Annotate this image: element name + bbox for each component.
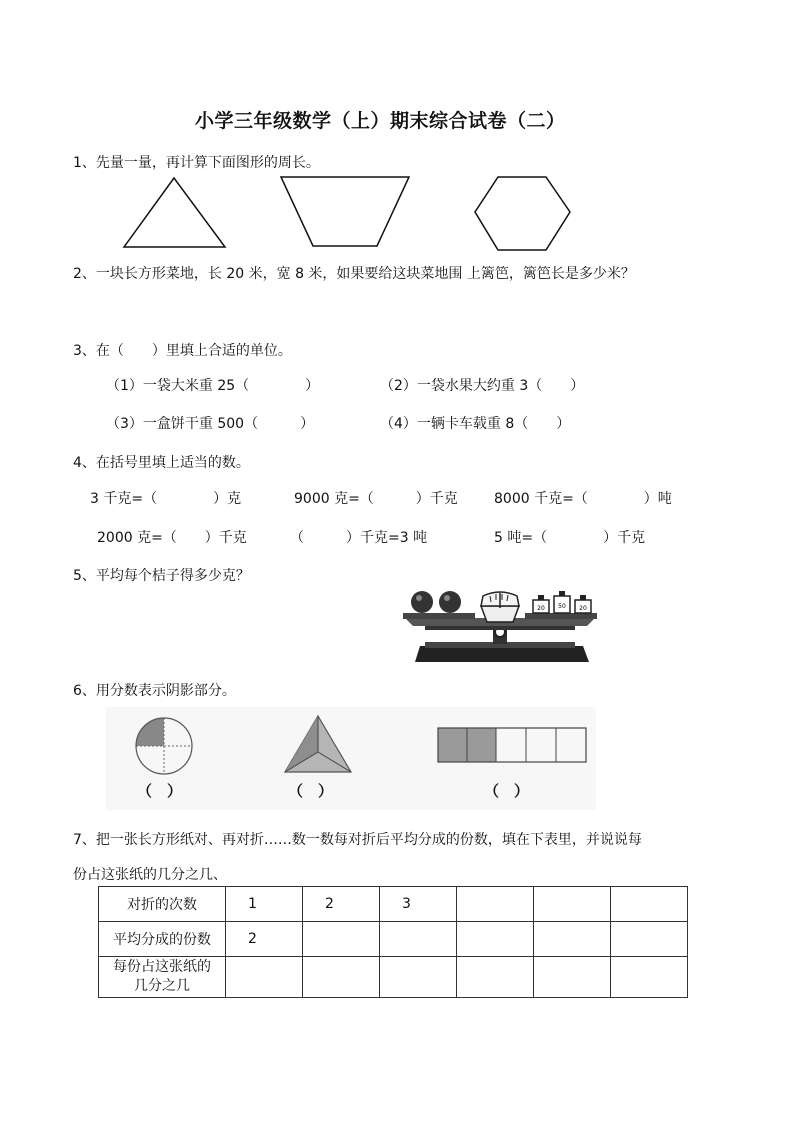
question-1: 1、先量一量，再计算下面图形的周长。 (73, 155, 320, 171)
fraction-blank-2[interactable]: （ ） (288, 782, 334, 800)
weight-3-label: 20 (579, 605, 587, 612)
q4-item-2: 9000 克=（ ）千克 (294, 491, 458, 507)
q4-item-1: 3 千克=（ ）克 (90, 491, 242, 507)
row-header-fold-count: 对折的次数 (99, 887, 226, 922)
question-7-line-1: 7、把一张长方形纸对、再对折……数一数每对折后平均分成的份数，填在下表里，并说说每 (73, 832, 642, 848)
question-5: 5、平均每个桔子得多少克？ (73, 568, 250, 584)
table-cell[interactable]: 1 (226, 887, 303, 922)
table-cell[interactable] (226, 957, 303, 998)
weight-1-label: 20 (537, 605, 545, 612)
q4-item-6: 5 吨=（ ）千克 (494, 530, 646, 546)
q3-item-3: （3）一盒饼干重 500（ ） (106, 416, 315, 432)
table-cell[interactable]: 2 (303, 887, 380, 922)
question-2: 2、一块长方形菜地，长 20 米，宽 8 米，如果要给这块菜地围 上篱笆，篱笆长是多少米？ (73, 266, 635, 282)
row-header-fraction: 每份占这张纸的 几分之几 (99, 957, 226, 998)
table-cell[interactable] (303, 922, 380, 957)
table-cell[interactable] (457, 887, 534, 922)
table-cell[interactable] (303, 957, 380, 998)
question-3: 3、在（ ）里填上合适的单位。 (73, 343, 292, 359)
row-header-parts: 平均分成的份数 (99, 922, 226, 957)
question-4: 4、在括号里填上适当的数。 (73, 455, 250, 471)
table-cell[interactable] (611, 922, 688, 957)
table-cell[interactable] (534, 922, 611, 957)
table-cell[interactable]: 3 (380, 887, 457, 922)
table-cell[interactable] (457, 957, 534, 998)
table-cell[interactable] (457, 922, 534, 957)
folding-table (98, 886, 688, 998)
table-cell[interactable] (611, 887, 688, 922)
weight-2-label: 50 (558, 603, 566, 610)
q4-item-3: 8000 千克=（ ）吨 (494, 491, 672, 507)
question-6: 6、用分数表示阴影部分。 (73, 683, 236, 699)
fraction-blank-3[interactable]: （ ） (484, 782, 530, 800)
table-row (99, 887, 688, 922)
table-row (99, 922, 688, 957)
q3-item-1: （1）一袋大米重 25（ ） (106, 378, 320, 394)
fraction-blank-1[interactable]: （ ） (137, 782, 183, 800)
q3-item-4: （4）一辆卡车载重 8（ ） (380, 416, 571, 432)
q4-item-4: 2000 克=（ ）千克 (97, 530, 247, 546)
table-cell[interactable] (380, 922, 457, 957)
q3-item-2: （2）一袋水果大约重 3（ ） (380, 378, 585, 394)
question-7-line-2: 份占这张纸的几分之几、 (73, 867, 227, 883)
table-cell[interactable] (380, 957, 457, 998)
page-title: 小学三年级数学（上）期末综合试卷（二） (195, 110, 566, 132)
table-row (99, 957, 688, 998)
table-cell[interactable] (534, 887, 611, 922)
q4-item-5: （ ）千克=3 吨 (290, 530, 428, 546)
table-cell[interactable] (611, 957, 688, 998)
table-cell[interactable] (534, 957, 611, 998)
table-cell[interactable]: 2 (226, 922, 303, 957)
